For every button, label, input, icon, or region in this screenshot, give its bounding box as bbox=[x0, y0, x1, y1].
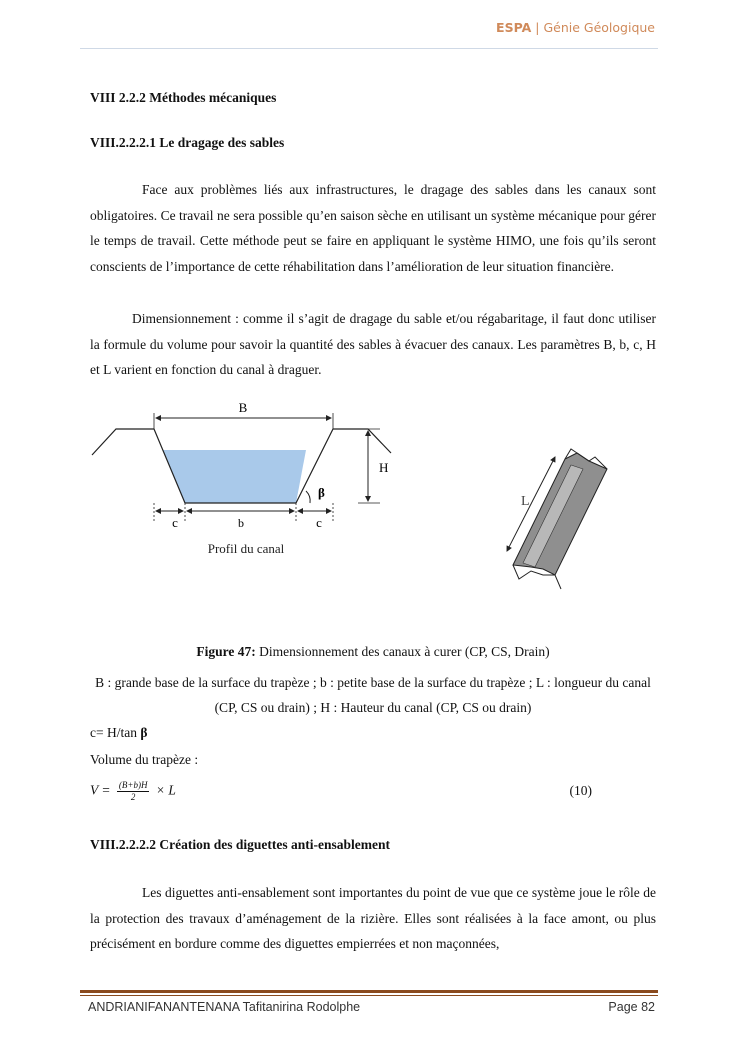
label-c-left: c bbox=[172, 515, 178, 530]
label-beta: β bbox=[318, 485, 325, 500]
label-c-right: c bbox=[316, 515, 322, 530]
section-heading: VIII 2.2.2 Méthodes mécaniques bbox=[90, 90, 277, 105]
volume-formula bbox=[90, 780, 176, 803]
volume-label: Volume du trapèze : bbox=[90, 752, 199, 767]
header-dept: Génie Géologique bbox=[543, 20, 655, 35]
c-formula-text: c= H/tan bbox=[90, 725, 141, 740]
c-formula bbox=[90, 725, 147, 741]
beta-arc bbox=[306, 491, 310, 503]
figure-legend: B : grande base de la surface du trapèze ; b : petite base de la surface du trapèze ; L : longueur du canal (CP, CS ou drain) ; H : Hauteur du canal (CP, CS ou drain) bbox=[95, 675, 651, 715]
formula-fraction bbox=[117, 780, 150, 803]
label-B: B bbox=[238, 400, 248, 415]
equation-number: (10) bbox=[569, 783, 592, 798]
footer-rule bbox=[80, 990, 658, 993]
footer-rule-thin bbox=[80, 995, 658, 996]
paragraph-dragage bbox=[90, 177, 656, 279]
header-org: ESPA bbox=[496, 20, 532, 35]
paragraph-dimensionnement bbox=[90, 306, 656, 383]
figure-caption bbox=[90, 644, 656, 660]
paragraph-diguettes-text: Les diguettes anti-ensablement sont importantes du point de vue que ce système joue le rôle de la protection des travaux d’aménagement de la rizière. Elles sont réalisées à la face amont, ou plus précisément en bordure comme des diguettes empierrées et non maçonnées, bbox=[90, 885, 656, 952]
subsection-heading-dragage: VIII.2.2.2.1 Le dragage des sables bbox=[90, 135, 285, 150]
canal-profile-diagram bbox=[88, 393, 413, 563]
paragraph-dimensionnement-text: Dimensionnement : comme il s’agit de dragage du sable et/ou régabaritage, il faut donc utiliser la formule du volume pour savoir la quantité des sables à évacuer des canaux. Les paramètres B, b, c, H et L varient en fonction du canal à draguer. bbox=[90, 311, 656, 378]
footer-author: ANDRIANIFANANTENANA Tafitanirina Rodolphe bbox=[88, 1000, 361, 1014]
paragraph-diguettes bbox=[90, 880, 656, 957]
formula-rhs: × L bbox=[155, 782, 176, 798]
header-separator: | bbox=[531, 20, 544, 35]
label-L: L bbox=[521, 494, 530, 509]
subsection-heading-diguettes: VIII.2.2.2.2 Création des diguettes anti-ensablement bbox=[90, 837, 390, 852]
figure-caption-text: Dimensionnement des canaux à curer (CP, CS, Drain) bbox=[255, 644, 550, 659]
label-H: H bbox=[379, 460, 389, 475]
formula-denominator: 2 bbox=[130, 792, 136, 802]
c-formula-beta: β bbox=[140, 725, 148, 740]
figure-caption-label: Figure 47: bbox=[196, 644, 256, 659]
formula-numerator: (B+b)H bbox=[118, 780, 148, 790]
label-b: b bbox=[238, 516, 244, 530]
header-rule bbox=[80, 48, 658, 49]
paragraph-dragage-text: Face aux problèmes liés aux infrastructures, le dragage des sables dans les canaux sont obligatoires. Ce travail ne sera possible qu’en saison sèche en utilisant un système mécanique pour gérer le temps de travail. Cette méthode peut se faire en appliquant le système HIMO, une fois qu’ils seront conscients de l’importance de cette réhabilitation dans l’amélioration de leur situation financière. bbox=[90, 182, 656, 274]
label-profile: Profil du canal bbox=[207, 541, 285, 556]
canal-3d-diagram bbox=[493, 447, 623, 597]
footer-page-number: Page 82 bbox=[608, 1000, 655, 1014]
water-fill bbox=[163, 450, 306, 503]
running-header bbox=[496, 20, 655, 35]
formula-lhs: V = bbox=[90, 782, 111, 798]
